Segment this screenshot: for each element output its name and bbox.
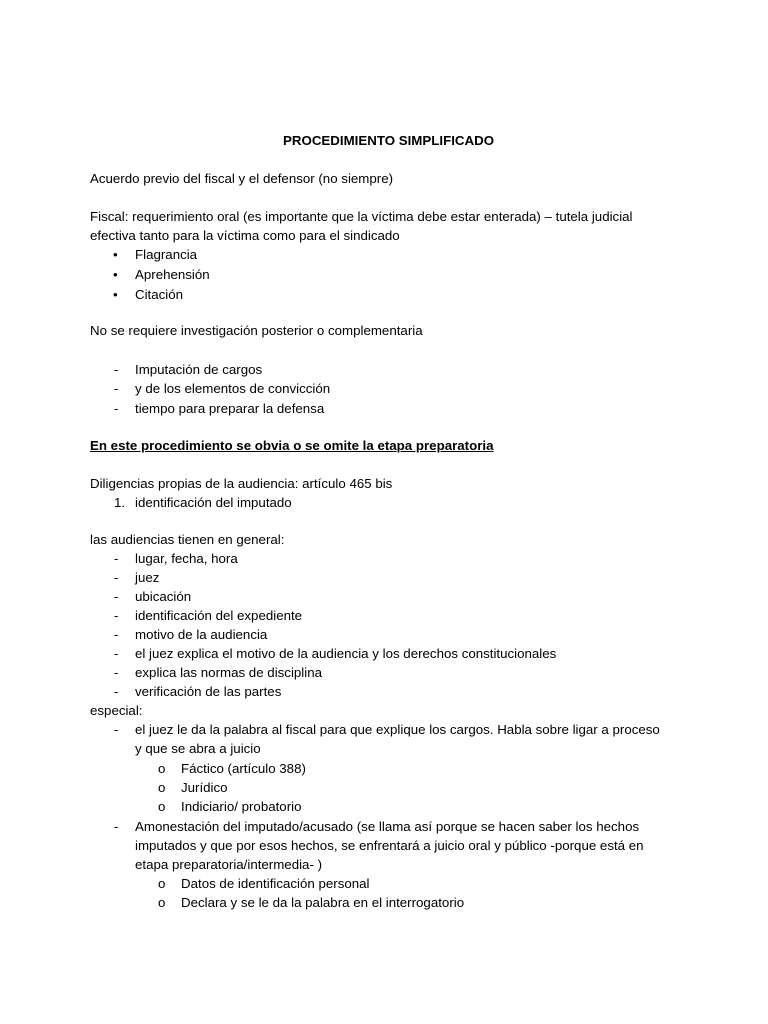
numbered-item: identificación del imputado — [135, 495, 292, 510]
numbered-marker: 1. — [114, 495, 126, 510]
dash-marker: - — [114, 819, 119, 834]
bullet-marker: • — [113, 287, 118, 302]
dash-marker: - — [114, 362, 119, 377]
circle-marker: o — [158, 761, 166, 776]
dash-marker: - — [114, 665, 119, 680]
requisito-item: y de los elementos de convicción — [135, 381, 331, 396]
dash-marker: - — [114, 570, 119, 585]
circle-marker: o — [158, 780, 166, 795]
dash-marker: - — [114, 551, 119, 566]
general-item: lugar, fecha, hora — [135, 551, 238, 566]
dash-marker: - — [114, 646, 119, 661]
especial-subitem: Declara y se le da la palabra en el interrogatorio — [181, 895, 465, 910]
fiscal-paragraph-line-2: efectiva tanto para la víctima como para el sindicado — [90, 228, 400, 243]
no-investigacion-paragraph: No se requiere investigación posterior o complementaria — [90, 323, 423, 338]
bullet-marker: • — [113, 247, 118, 262]
general-item: ubicación — [135, 589, 192, 604]
bullet-item: Citación — [135, 287, 184, 302]
especial-item-line: imputados y que por esos hechos, se enfrentará a juicio oral y público -porque está en — [135, 838, 644, 853]
especial-subitem: Indiciario/ probatorio — [181, 799, 302, 814]
circle-marker: o — [158, 876, 166, 891]
especial-subitem: Fáctico (artículo 388) — [181, 761, 306, 776]
bullet-item: Flagrancia — [135, 247, 198, 262]
general-item: identificación del expediente — [135, 608, 303, 623]
document-title: PROCEDIMIENTO SIMPLIFICADO — [283, 133, 495, 148]
requisito-item: tiempo para preparar la defensa — [135, 401, 325, 416]
dash-marker: - — [114, 627, 119, 642]
dash-marker: - — [114, 381, 119, 396]
especial-item-line: y que se abra a juicio — [135, 741, 261, 756]
especial-subitem: Datos de identificación personal — [181, 876, 370, 891]
fiscal-paragraph-line-1: Fiscal: requerimiento oral (es importante que la víctima debe estar enterada) – tutela judicial — [90, 209, 633, 224]
especial-item-line: Amonestación del imputado/acusado (se llama así porque se hacen saber los hechos — [135, 819, 640, 834]
general-item: el juez explica el motivo de la audiencia y los derechos constitucionales — [135, 646, 557, 661]
intro-paragraph: Acuerdo previo del fiscal y el defensor (no siempre) — [90, 171, 394, 186]
circle-marker: o — [158, 895, 166, 910]
dash-marker: - — [114, 401, 119, 416]
dash-marker: - — [114, 589, 119, 604]
bullet-item: Aprehensión — [135, 267, 210, 282]
dash-marker: - — [114, 722, 119, 737]
general-item: motivo de la audiencia — [135, 627, 268, 642]
especial-item-line: etapa preparatoria/intermedia- ) — [135, 857, 322, 872]
general-item: explica las normas de disciplina — [135, 665, 322, 680]
especial-heading: especial: — [90, 703, 143, 718]
dash-marker: - — [114, 684, 119, 699]
requisito-item: Imputación de cargos — [135, 362, 263, 377]
diligencias-heading: Diligencias propias de la audiencia: artículo 465 bis — [90, 476, 393, 491]
etapa-heading: En este procedimiento se obvia o se omite la etapa preparatoria — [90, 438, 494, 453]
especial-item-line: el juez le da la palabra al fiscal para que explique los cargos. Habla sobre ligar a proceso — [135, 722, 660, 737]
circle-marker: o — [158, 799, 166, 814]
bullet-marker: • — [113, 267, 118, 282]
general-item: juez — [135, 570, 160, 585]
dash-marker: - — [114, 608, 119, 623]
general-heading: las audiencias tienen en general: — [90, 532, 285, 547]
general-item: verificación de las partes — [135, 684, 282, 699]
especial-subitem: Jurídico — [181, 780, 228, 795]
